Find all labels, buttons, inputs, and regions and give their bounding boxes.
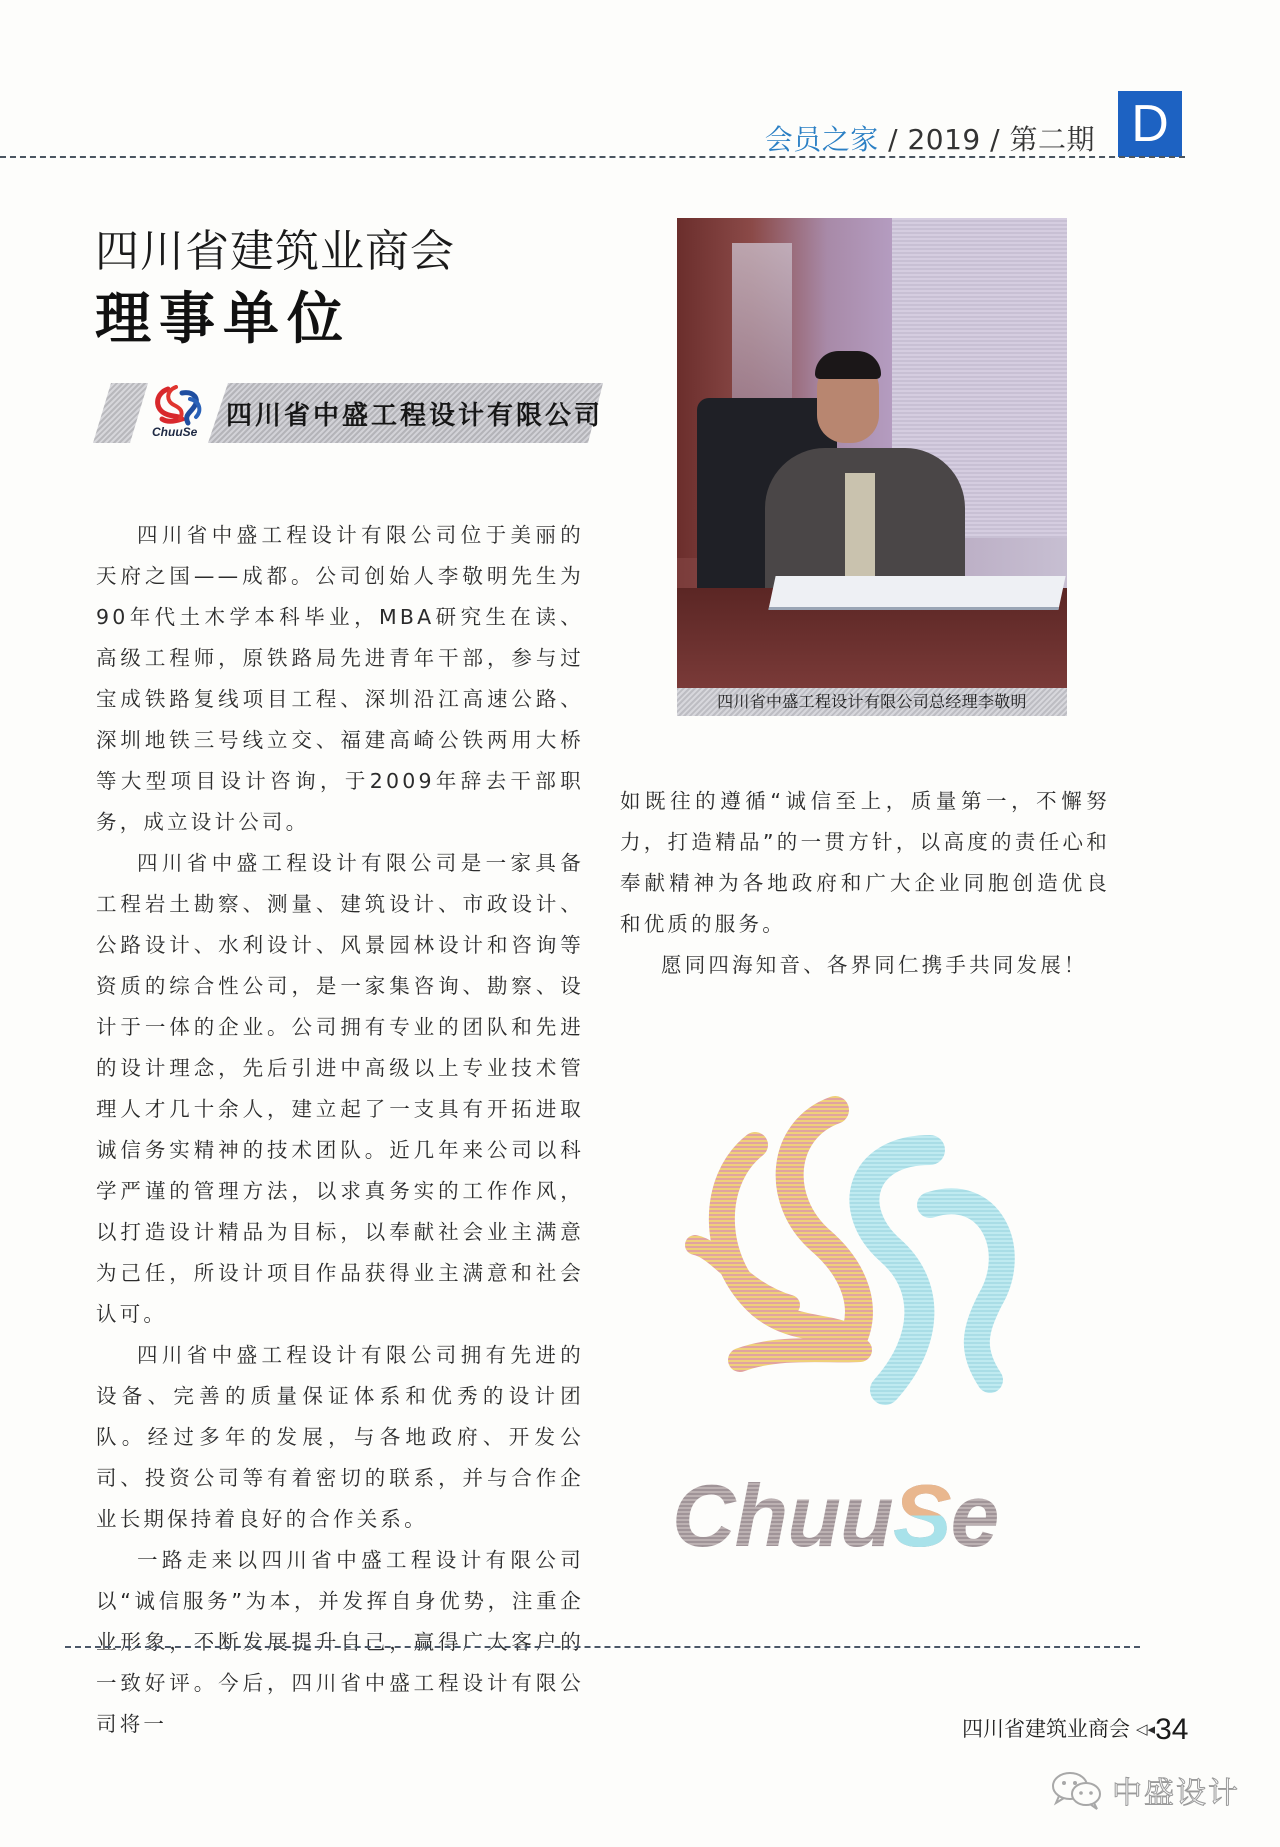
article-paragraph-continued: 如既往的遵循“诚信至上，质量第一，不懈努力，打造精品”的一贯方针，以高度的责任心和奉献精神为各地政府和广大企业同胞创造优良和优质的服务。 xyxy=(620,789,1110,936)
article-paragraph: 四川省中盛工程设计有限公司是一家具备工程岩土勘察、测量、建筑设计、市政设计、公路设计、水利设计、风景园林设计和咨询等资质的综合性公司，是一家集咨询、勘察、设计于一体的企业。公司拥有专业的团队和先进的设计理念，先后引进中高级以上专业技术管理人才几十余人，建立起了一支具有开拓进取诚信务实精神的技术团队。近几年来公司以科学严谨的管理方法，以求真务实的工作作风，以打造设计精品为目标，以奉献社会业主满意为己任，所设计项目作品获得业主满意和社会认可。 xyxy=(96,851,584,1326)
page-subtitle: 理事单位 xyxy=(95,287,351,352)
article-paragraph: 四川省中盛工程设计有限公司位于美丽的天府之国——成都。公司创始人李敬明先生为90年代土木学本科毕业，MBA研究生在读、高级工程师，原铁路局先进青年干部，参与过宝成铁路复线项目工程、深圳沿江高速公路、深圳地铁三号线立交、福建高崎公铁两用大桥等大型项目设计咨询，于2009年辞去干部职务，成立设计公司。 xyxy=(96,523,584,834)
company-banner xyxy=(93,383,603,443)
section-letter-badge: D xyxy=(1118,91,1182,157)
header-divider xyxy=(0,156,1185,158)
issue-year: 2019 xyxy=(907,123,981,156)
photo-caption: 四川省中盛工程设计有限公司总经理李敬明 xyxy=(677,688,1067,716)
footer-arrow-icon: ◁◂ xyxy=(1136,1720,1156,1738)
photo-blueprint-book xyxy=(768,576,1065,610)
article-left-column xyxy=(96,515,584,1745)
wordmark-part: e xyxy=(950,1466,999,1565)
article-closing-line: 愿同四海知音、各界同仁携手共同发展！ xyxy=(661,953,1088,977)
footer-divider xyxy=(65,1646,1140,1648)
section-name: 会员之家 xyxy=(764,123,879,156)
banner-stripe-decoration xyxy=(93,383,148,443)
separator: / xyxy=(980,123,1010,156)
photo-window xyxy=(732,243,792,398)
photo-hair xyxy=(815,351,881,379)
manager-photo xyxy=(677,218,1067,688)
page-footer xyxy=(962,1713,1188,1747)
wechat-watermark xyxy=(1050,1768,1240,1811)
article-paragraph: 一路走来以四川省中盛工程设计有限公司以“诚信服务”为本，并发挥自身优势，注重企业形象，不断发展提升自己，赢得广大客户的一致好评。今后，四川省中盛工程设计有限公司将一 xyxy=(96,1548,584,1736)
wechat-icon xyxy=(1050,1770,1106,1810)
photo-shirt xyxy=(845,473,875,588)
chuuse-swirl-logo-icon xyxy=(680,1090,1080,1420)
page-number: 34 xyxy=(1155,1713,1189,1746)
chuuse-swirl-logo xyxy=(680,1090,1080,1420)
logo-wordmark: ChuuSe xyxy=(152,425,198,439)
footer-publisher: 四川省建筑业商会 xyxy=(962,1717,1130,1741)
issue-number: 第二期 xyxy=(1009,123,1095,156)
page-title: 四川省建筑业商会 xyxy=(95,226,455,277)
article-right-column xyxy=(620,781,1110,986)
company-name: 四川省中盛工程设计有限公司 xyxy=(226,401,604,431)
article-paragraph: 四川省中盛工程设计有限公司拥有先进的设备、完善的质量保证体系和优秀的设计团队。经过多年的发展，与各地政府、开发公司、投资公司等有着密切的联系，并与合作企业长期保持着良好的合作关系。 xyxy=(96,1343,584,1531)
separator: / xyxy=(878,123,908,156)
chuuse-logo-icon xyxy=(148,385,210,427)
chuuse-wordmark xyxy=(672,1465,998,1567)
issue-label xyxy=(765,118,1095,158)
wordmark-part: Chuu xyxy=(672,1466,893,1565)
company-logo xyxy=(148,385,210,443)
wordmark-s-letter: S xyxy=(892,1466,951,1565)
watermark-text: 中盛设计 xyxy=(1112,1776,1240,1811)
page-header xyxy=(0,0,1280,160)
